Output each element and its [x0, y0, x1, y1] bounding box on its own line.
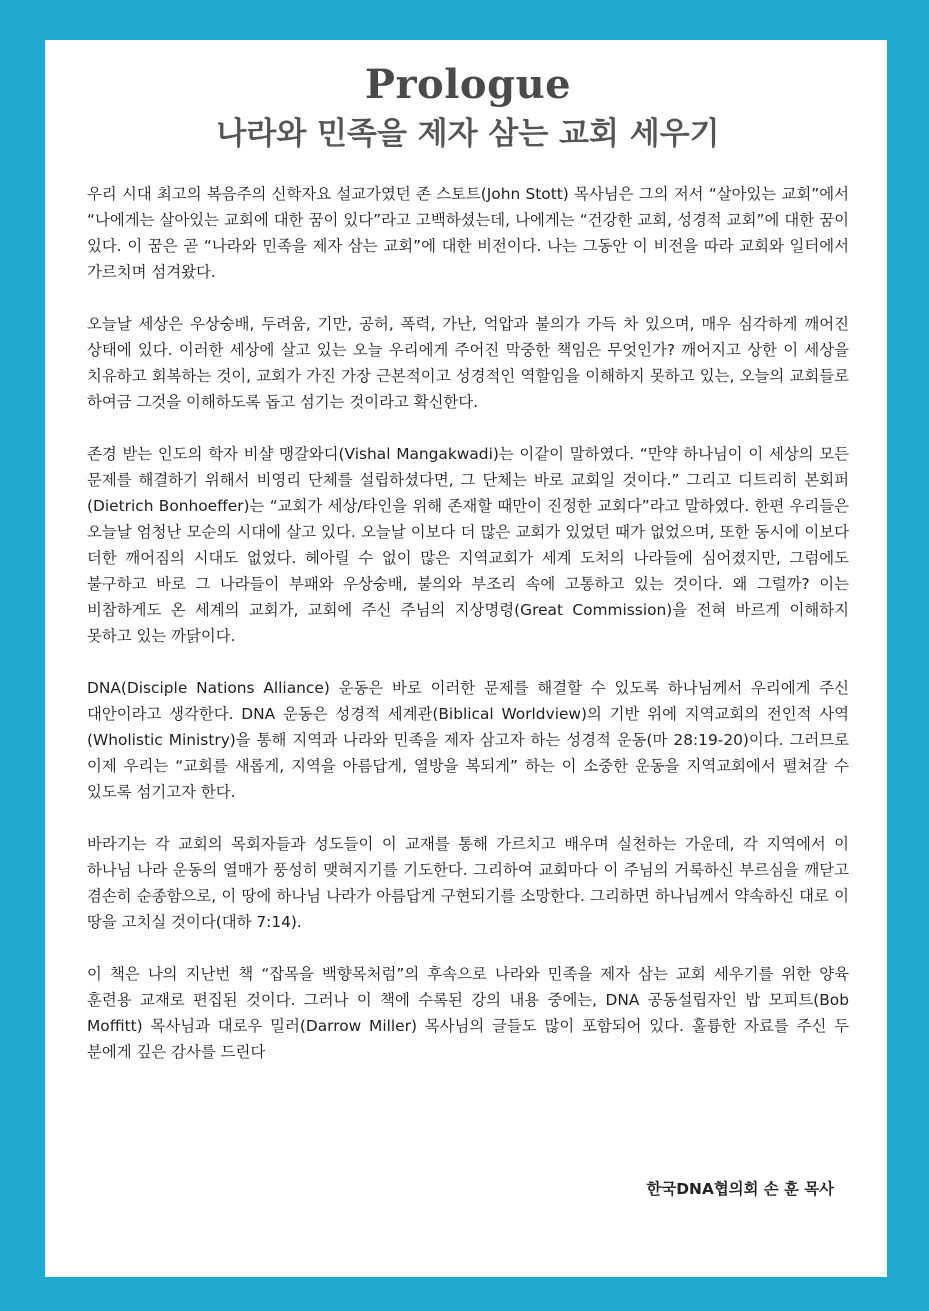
paragraph-2: 오늘날 세상은 우상숭배, 두려움, 기만, 공허, 폭력, 가난, 억압과 불의가 가득 차 있으며, 매우 심각하게 깨어진 상태에 있다. 이러한 세상에 살고 있는 오늘 우리에게 주어진 막중한 책임은 무엇인가? 깨어지고 상한 이 세상을 치유하고 회복하는 것이, 교회가 가진 가장 근본적이고 성경적인 역할임을 이해하지 못하고 있는, 오늘의 교회들로 하여금 그것을 이해하도록 돕고 섬기는 것이라고 확신한다.: [87, 315, 849, 412]
page-subtitle: 나라와 민족을 제자 삼는 교회 세우기: [216, 116, 720, 152]
paragraph-6: 이 책은 나의 지난번 책 “잡목을 백향목처럼”의 후속으로 나라와 민족을 제자 삼는 교회 세우기를 위한 양육 훈련용 교재로 편집된 것이다. 그러나 이 책에 수록된 강의 내용 중에는, DNA 공동설립자인 밥 모피트(Bob Moffitt) 목사님과 대로우 밀러(Darrow Miller) 목사님의 글들도 많이 포함되어 있다. 훌륭한 자료를 주신 두 분에게 깊은 감사를 드린다: [87, 965, 849, 1062]
page-title: Prologue: [364, 61, 572, 108]
document-page: [45, 40, 887, 1277]
paragraph-3: 존경 받는 인도의 학자 비샬 맹갈와디(Vishal Mangakwadi)는 이같이 말하였다. “만약 하나님이 이 세상의 모든 문제를 해결하기 위해서 비영리 단체를 설립하셨다면, 그 단체는 바로 교회일 것이다.” 그리고 디트리히 본회퍼(Dietrich Bonhoeffer)는 “교회가 세상/타인을 위해 존재할 때만이 진정한 교회다”라고 말하였다. 한편 우리들은 오늘날 엄청난 모순의 시대에 살고 있다. 오늘날 이보다 더 많은 교회가 있었던 때가 없었으며, 또한 동시에 이보다 더한 깨어짐의 시대도 없었다. 헤아릴 수 없이 많은 지역교회가 세계 도처의 나라들에 심어졌지만, 그럼에도 불구하고 바로 그 나라들이 부패와 우상숭배, 불의와 부조리 속에 고통하고 있는 것이다. 왜 그럴까? 이는 비참하게도 온 세계의 교회가, 교회에 주신 주님의 지상명령(Great Commission)을 전혀 바르게 이해하지 못하고 있는 까닭이다.: [87, 445, 849, 646]
author-signature: 한국DNA협의회 손 훈 목사: [646, 1180, 834, 1198]
paragraph-5: 바라기는 각 교회의 목회자들과 성도들이 이 교재를 통해 가르치고 배우며 실천하는 가운데, 각 지역에서 이 하나님 나라 운동의 열매가 풍성히 맺혀지기를 기도한다. 그리하여 교회마다 이 주님의 거룩하신 부르심을 깨닫고 겸손히 순종함으로, 이 땅에 하나님 나라가 아름답게 구현되기를 소망한다. 그리하면 하나님께서 약속하신 대로 이 땅을 고치실 것이다(대하 7:14).: [87, 835, 849, 932]
paragraph-1: 우리 시대 최고의 복음주의 신학자요 설교가였던 존 스토트(John Stott) 목사님은 그의 저서 “살아있는 교회”에서 “나에게는 살아있는 교회에 대한 꿈이 있다”라고 고백하셨는데, 나에게는 “건강한 교회, 성경적 교회”에 대한 꿈이 있다. 이 꿈은 곧 “나라와 민족을 제자 삼는 교회”에 대한 비전이다. 나는 그동안 이 비전을 따라 교회와 일터에서 가르치며 섬겨왔다.: [87, 185, 849, 282]
body-text: [87, 181, 849, 1065]
paragraph-4: DNA(Disciple Nations Alliance) 운동은 바로 이러한 문제를 해결할 수 있도록 하나님께서 우리에게 주신 대안이라고 생각한다. DNA 운동은 성경적 세계관(Biblical Worldview)의 기반 위에 지역교회의 전인적 사역(Wholistic Ministry)을 통해 지역과 나라와 민족을 제자 삼고자 하는 성경적 운동(마 28:19-20)이다. 그러므로 이제 우리는 “교회를 새롭게, 지역을 아름답게, 열방을 복되게” 하는 이 소중한 운동을 지역교회에서 펼쳐갈 수 있도록 섬기고자 한다.: [87, 679, 849, 802]
